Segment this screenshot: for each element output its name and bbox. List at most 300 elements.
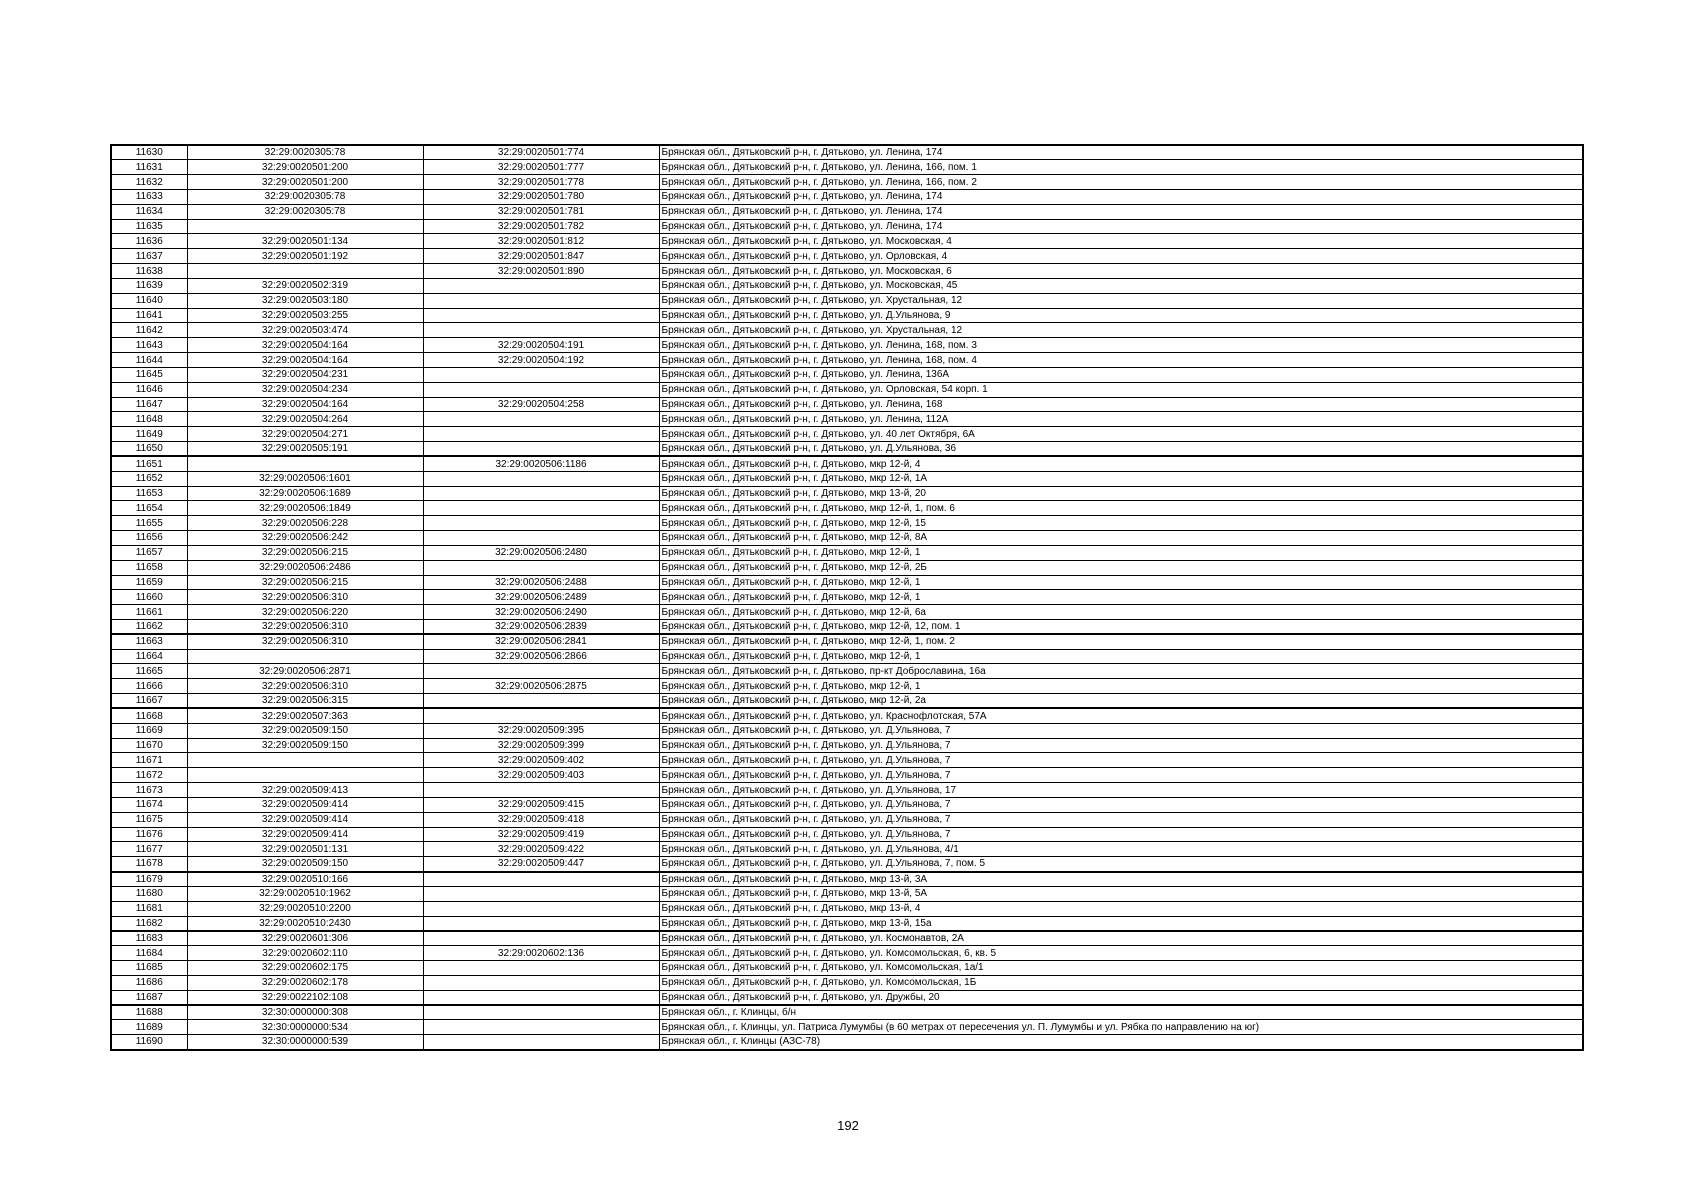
- table-row: [111, 901, 1583, 916]
- table-row: [111, 827, 1583, 842]
- table-row: [111, 516, 1583, 531]
- row-number-cell: 11646: [111, 382, 187, 397]
- parcel-number-cell: 32:29:0020510:2200: [187, 901, 423, 916]
- parcel-number-cell: 32:29:0020501:192: [187, 249, 423, 264]
- row-number-cell: 11689: [111, 1020, 187, 1035]
- table-row: [111, 234, 1583, 249]
- object-number-cell: [423, 708, 659, 723]
- parcel-number-cell: 32:29:0020503:255: [187, 308, 423, 323]
- row-number-cell: 11636: [111, 234, 187, 249]
- parcel-number-cell: 32:29:0020305:78: [187, 145, 423, 160]
- address-cell: Брянская обл., Дятьковский р-н, г. Дятьково, ул. Московская, 45: [659, 278, 1583, 293]
- object-number-cell: [423, 501, 659, 516]
- registry-table-body: [111, 145, 1583, 1050]
- address-cell: Брянская обл., Дятьковский р-н, г. Дятьково, ул. Д.Ульянова, 7: [659, 723, 1583, 738]
- address-cell: Брянская обл., Дятьковский р-н, г. Дятьково, мкр 12-й, 8А: [659, 531, 1583, 546]
- row-number-cell: 11670: [111, 738, 187, 753]
- parcel-number-cell: 32:29:0020506:310: [187, 620, 423, 635]
- parcel-number-cell: 32:30:0000000:539: [187, 1035, 423, 1050]
- row-number-cell: 11678: [111, 857, 187, 872]
- table-row: [111, 501, 1583, 516]
- parcel-number-cell: 32:29:0020602:178: [187, 975, 423, 990]
- parcel-number-cell: 32:29:0020509:413: [187, 783, 423, 798]
- table-row: [111, 590, 1583, 605]
- table-row: [111, 367, 1583, 382]
- parcel-number-cell: 32:29:0020506:2486: [187, 560, 423, 575]
- object-number-cell: 32:29:0020501:781: [423, 204, 659, 219]
- parcel-number-cell: [187, 753, 423, 768]
- address-cell: Брянская обл., Дятьковский р-н, г. Дятьково, мкр 13-й, 5А: [659, 886, 1583, 901]
- row-number-cell: 11677: [111, 842, 187, 857]
- address-cell: Брянская обл., Дятьковский р-н, г. Дятьково, мкр 12-й, 12, пом. 1: [659, 620, 1583, 635]
- parcel-number-cell: 32:29:0020503:180: [187, 293, 423, 308]
- table-row: [111, 175, 1583, 190]
- parcel-number-cell: 32:29:0020506:310: [187, 634, 423, 649]
- table-row: [111, 694, 1583, 709]
- table-row: [111, 486, 1583, 501]
- address-cell: Брянская обл., Дятьковский р-н, г. Дятьково, мкр 13-й, 15а: [659, 916, 1583, 931]
- row-number-cell: 11666: [111, 679, 187, 694]
- table-row: [111, 531, 1583, 546]
- object-number-cell: [423, 323, 659, 338]
- address-cell: Брянская обл., Дятьковский р-н, г. Дятьково, ул. Д.Ульянова, 7: [659, 738, 1583, 753]
- row-number-cell: 11641: [111, 308, 187, 323]
- parcel-number-cell: 32:29:0020506:2871: [187, 664, 423, 679]
- row-number-cell: 11640: [111, 293, 187, 308]
- object-number-cell: [423, 1035, 659, 1050]
- object-number-cell: 32:29:0020509:418: [423, 812, 659, 827]
- object-number-cell: [423, 293, 659, 308]
- table-row: [111, 382, 1583, 397]
- table-row: [111, 990, 1583, 1005]
- address-cell: Брянская обл., Дятьковский р-н, г. Дятьково, ул. Д.Ульянова, 17: [659, 783, 1583, 798]
- table-row: [111, 145, 1583, 160]
- parcel-number-cell: 32:29:0020501:131: [187, 842, 423, 857]
- object-number-cell: 32:29:0020506:2480: [423, 545, 659, 560]
- address-cell: Брянская обл., Дятьковский р-н, г. Дятьково, мкр 12-й, 15: [659, 516, 1583, 531]
- address-cell: Брянская обл., Дятьковский р-н, г. Дятьково, пр-кт Доброславина, 16а: [659, 664, 1583, 679]
- row-number-cell: 11664: [111, 649, 187, 664]
- object-number-cell: [423, 694, 659, 709]
- object-number-cell: 32:29:0020501:780: [423, 189, 659, 204]
- row-number-cell: 11654: [111, 501, 187, 516]
- table-row: [111, 249, 1583, 264]
- parcel-number-cell: [187, 219, 423, 234]
- object-number-cell: 32:29:0020501:847: [423, 249, 659, 264]
- address-cell: Брянская обл., Дятьковский р-н, г. Дятьково, ул. Краснофлотская, 57А: [659, 708, 1583, 723]
- object-number-cell: [423, 382, 659, 397]
- row-number-cell: 11656: [111, 531, 187, 546]
- table-row: [111, 412, 1583, 427]
- row-number-cell: 11686: [111, 975, 187, 990]
- table-row: [111, 264, 1583, 279]
- address-cell: Брянская обл., г. Клинцы, б/н: [659, 1005, 1583, 1020]
- object-number-cell: 32:29:0020509:422: [423, 842, 659, 857]
- address-cell: Брянская обл., Дятьковский р-н, г. Дятьково, ул. Д.Ульянова, 9: [659, 308, 1583, 323]
- parcel-number-cell: 32:29:0020305:78: [187, 204, 423, 219]
- address-cell: Брянская обл., Дятьковский р-н, г. Дятьково, ул. Орловская, 54 корп. 1: [659, 382, 1583, 397]
- row-number-cell: 11683: [111, 931, 187, 946]
- address-cell: Брянская обл., Дятьковский р-н, г. Дятьково, ул. Ленина, 168: [659, 397, 1583, 412]
- parcel-number-cell: 32:29:0020501:134: [187, 234, 423, 249]
- address-cell: Брянская обл., Дятьковский р-н, г. Дятьково, ул. Ленина, 168, пом. 4: [659, 353, 1583, 368]
- object-number-cell: 32:29:0020509:447: [423, 857, 659, 872]
- table-row: [111, 946, 1583, 961]
- row-number-cell: 11631: [111, 160, 187, 175]
- parcel-number-cell: 32:29:0020509:150: [187, 723, 423, 738]
- parcel-number-cell: 32:29:0020504:231: [187, 367, 423, 382]
- table-row: [111, 723, 1583, 738]
- table-row: [111, 278, 1583, 293]
- row-number-cell: 11657: [111, 545, 187, 560]
- parcel-number-cell: 32:29:0020510:1962: [187, 886, 423, 901]
- table-row: [111, 338, 1583, 353]
- address-cell: Брянская обл., Дятьковский р-н, г. Дятьково, ул. Д.Ульянова, 7: [659, 753, 1583, 768]
- row-number-cell: 11651: [111, 456, 187, 471]
- address-cell: Брянская обл., Дятьковский р-н, г. Дятьково, ул. Дружбы, 20: [659, 990, 1583, 1005]
- parcel-number-cell: 32:29:0020506:310: [187, 590, 423, 605]
- parcel-number-cell: 32:29:0020505:191: [187, 442, 423, 457]
- address-cell: Брянская обл., г. Клинцы, ул. Патриса Лумумбы (в 60 метрах от пересечения ул. П. Лумумбы и ул. Рябка по направлению на юг): [659, 1020, 1583, 1035]
- object-number-cell: 32:29:0020506:2841: [423, 634, 659, 649]
- table-row: [111, 620, 1583, 635]
- row-number-cell: 11680: [111, 886, 187, 901]
- object-number-cell: 32:29:0020501:777: [423, 160, 659, 175]
- object-number-cell: [423, 471, 659, 486]
- address-cell: Брянская обл., Дятьковский р-н, г. Дятьково, ул. Хрустальная, 12: [659, 293, 1583, 308]
- object-number-cell: [423, 531, 659, 546]
- object-number-cell: 32:29:0020509:415: [423, 797, 659, 812]
- row-number-cell: 11682: [111, 916, 187, 931]
- table-row: [111, 797, 1583, 812]
- row-number-cell: 11639: [111, 278, 187, 293]
- table-row: [111, 783, 1583, 798]
- table-row: [111, 975, 1583, 990]
- table-row: [111, 857, 1583, 872]
- table-row: [111, 204, 1583, 219]
- row-number-cell: 11647: [111, 397, 187, 412]
- address-cell: Брянская обл., Дятьковский р-н, г. Дятьково, мкр 13-й, 4: [659, 901, 1583, 916]
- table-row: [111, 679, 1583, 694]
- object-number-cell: 32:29:0020509:395: [423, 723, 659, 738]
- object-number-cell: [423, 961, 659, 976]
- table-row: [111, 886, 1583, 901]
- address-cell: Брянская обл., Дятьковский р-н, г. Дятьково, ул. Д.Ульянова, 7, пом. 5: [659, 857, 1583, 872]
- object-number-cell: 32:29:0020504:192: [423, 353, 659, 368]
- table-row: [111, 323, 1583, 338]
- table-row: [111, 189, 1583, 204]
- parcel-number-cell: 32:29:0020506:215: [187, 575, 423, 590]
- row-number-cell: 11673: [111, 783, 187, 798]
- object-number-cell: [423, 442, 659, 457]
- parcel-number-cell: 32:29:0020506:228: [187, 516, 423, 531]
- address-cell: Брянская обл., Дятьковский р-н, г. Дятьково, ул. Комсомольская, 6, кв. 5: [659, 946, 1583, 961]
- row-number-cell: 11669: [111, 723, 187, 738]
- parcel-number-cell: 32:29:0022102:108: [187, 990, 423, 1005]
- parcel-number-cell: 32:29:0020509:414: [187, 812, 423, 827]
- object-number-cell: 32:29:0020501:890: [423, 264, 659, 279]
- parcel-number-cell: 32:29:0020602:175: [187, 961, 423, 976]
- address-cell: Брянская обл., Дятьковский р-н, г. Дятьково, ул. Ленина, 174: [659, 219, 1583, 234]
- object-number-cell: 32:29:0020506:2489: [423, 590, 659, 605]
- object-number-cell: [423, 872, 659, 887]
- parcel-number-cell: 32:29:0020509:150: [187, 738, 423, 753]
- table-row: [111, 293, 1583, 308]
- parcel-number-cell: 32:29:0020504:234: [187, 382, 423, 397]
- table-row: [111, 605, 1583, 620]
- object-number-cell: [423, 412, 659, 427]
- row-number-cell: 11630: [111, 145, 187, 160]
- object-number-cell: 32:29:0020506:2875: [423, 679, 659, 694]
- row-number-cell: 11690: [111, 1035, 187, 1050]
- object-number-cell: 32:29:0020504:191: [423, 338, 659, 353]
- address-cell: Брянская обл., Дятьковский р-н, г. Дятьково, мкр 12-й, 1: [659, 545, 1583, 560]
- row-number-cell: 11635: [111, 219, 187, 234]
- table-row: [111, 916, 1583, 931]
- parcel-number-cell: 32:29:0020506:242: [187, 531, 423, 546]
- address-cell: Брянская обл., Дятьковский р-н, г. Дятьково, ул. Комсомольская, 1а/1: [659, 961, 1583, 976]
- address-cell: Брянская обл., Дятьковский р-н, г. Дятьково, ул. Ленина, 166, пом. 2: [659, 175, 1583, 190]
- address-cell: Брянская обл., Дятьковский р-н, г. Дятьково, мкр 13-й, 3А: [659, 872, 1583, 887]
- address-cell: Брянская обл., Дятьковский р-н, г. Дятьково, ул. Орловская, 4: [659, 249, 1583, 264]
- parcel-number-cell: 32:30:0000000:308: [187, 1005, 423, 1020]
- parcel-number-cell: 32:29:0020506:220: [187, 605, 423, 620]
- table-row: [111, 545, 1583, 560]
- address-cell: Брянская обл., Дятьковский р-н, г. Дятьково, ул. Д.Ульянова, 7: [659, 768, 1583, 783]
- row-number-cell: 11665: [111, 664, 187, 679]
- table-row: [111, 649, 1583, 664]
- object-number-cell: [423, 516, 659, 531]
- row-number-cell: 11653: [111, 486, 187, 501]
- parcel-number-cell: 32:29:0020502:319: [187, 278, 423, 293]
- parcel-number-cell: 32:29:0020506:310: [187, 679, 423, 694]
- row-number-cell: 11685: [111, 961, 187, 976]
- address-cell: Брянская обл., Дятьковский р-н, г. Дятьково, мкр 12-й, 1: [659, 679, 1583, 694]
- object-number-cell: [423, 1005, 659, 1020]
- row-number-cell: 11637: [111, 249, 187, 264]
- address-cell: Брянская обл., Дятьковский р-н, г. Дятьково, мкр 12-й, 2а: [659, 694, 1583, 709]
- address-cell: Брянская обл., г. Клинцы (АЗС-78): [659, 1035, 1583, 1050]
- parcel-number-cell: [187, 456, 423, 471]
- address-cell: Брянская обл., Дятьковский р-н, г. Дятьково, мкр 12-й, 4: [659, 456, 1583, 471]
- parcel-number-cell: 32:29:0020506:1689: [187, 486, 423, 501]
- object-number-cell: 32:29:0020501:774: [423, 145, 659, 160]
- table-row: [111, 931, 1583, 946]
- address-cell: Брянская обл., Дятьковский р-н, г. Дятьково, ул. Д.Ульянова, 7: [659, 797, 1583, 812]
- table-row: [111, 471, 1583, 486]
- parcel-number-cell: 32:29:0020602:110: [187, 946, 423, 961]
- address-cell: Брянская обл., Дятьковский р-н, г. Дятьково, мкр 12-й, 1, пом. 2: [659, 634, 1583, 649]
- object-number-cell: 32:29:0020501:778: [423, 175, 659, 190]
- address-cell: Брянская обл., Дятьковский р-н, г. Дятьково, ул. Д.Ульянова, 4/1: [659, 842, 1583, 857]
- parcel-number-cell: 32:29:0020506:315: [187, 694, 423, 709]
- table-row: [111, 160, 1583, 175]
- parcel-number-cell: 32:29:0020601:306: [187, 931, 423, 946]
- table-row: [111, 664, 1583, 679]
- address-cell: Брянская обл., Дятьковский р-н, г. Дятьково, ул. Московская, 6: [659, 264, 1583, 279]
- object-number-cell: 32:29:0020506:2488: [423, 575, 659, 590]
- address-cell: Брянская обл., Дятьковский р-н, г. Дятьково, мкр 12-й, 1: [659, 575, 1583, 590]
- object-number-cell: [423, 664, 659, 679]
- parcel-number-cell: 32:29:0020501:200: [187, 175, 423, 190]
- table-row: [111, 575, 1583, 590]
- row-number-cell: 11638: [111, 264, 187, 279]
- address-cell: Брянская обл., Дятьковский р-н, г. Дятьково, мкр 12-й, 6а: [659, 605, 1583, 620]
- parcel-number-cell: 32:29:0020504:164: [187, 353, 423, 368]
- table-row: [111, 634, 1583, 649]
- table-row: [111, 219, 1583, 234]
- parcel-number-cell: 32:29:0020504:271: [187, 427, 423, 442]
- row-number-cell: 11642: [111, 323, 187, 338]
- table-row: [111, 961, 1583, 976]
- row-number-cell: 11649: [111, 427, 187, 442]
- table-row: [111, 842, 1583, 857]
- parcel-number-cell: 32:29:0020305:78: [187, 189, 423, 204]
- parcel-number-cell: 32:29:0020506:1601: [187, 471, 423, 486]
- table-row: [111, 427, 1583, 442]
- page-number: 192: [837, 1118, 859, 1133]
- parcel-number-cell: [187, 264, 423, 279]
- table-row: [111, 812, 1583, 827]
- parcel-number-cell: 32:29:0020504:264: [187, 412, 423, 427]
- parcel-number-cell: [187, 649, 423, 664]
- object-number-cell: 32:29:0020506:1186: [423, 456, 659, 471]
- object-number-cell: [423, 367, 659, 382]
- address-cell: Брянская обл., Дятьковский р-н, г. Дятьково, ул. Ленина, 174: [659, 204, 1583, 219]
- row-number-cell: 11684: [111, 946, 187, 961]
- parcel-number-cell: 32:29:0020504:164: [187, 397, 423, 412]
- address-cell: Брянская обл., Дятьковский р-н, г. Дятьково, ул. Ленина, 174: [659, 145, 1583, 160]
- parcel-number-cell: 32:30:0000000:534: [187, 1020, 423, 1035]
- object-number-cell: 32:29:0020602:136: [423, 946, 659, 961]
- parcel-number-cell: 32:29:0020510:2430: [187, 916, 423, 931]
- row-number-cell: 11671: [111, 753, 187, 768]
- row-number-cell: 11659: [111, 575, 187, 590]
- object-number-cell: 32:29:0020506:2490: [423, 605, 659, 620]
- object-number-cell: 32:29:0020506:2866: [423, 649, 659, 664]
- parcel-number-cell: 32:29:0020509:414: [187, 797, 423, 812]
- row-number-cell: 11644: [111, 353, 187, 368]
- object-number-cell: 32:29:0020501:782: [423, 219, 659, 234]
- object-number-cell: [423, 990, 659, 1005]
- parcel-number-cell: 32:29:0020509:414: [187, 827, 423, 842]
- table-row: [111, 708, 1583, 723]
- parcel-number-cell: 32:29:0020507:363: [187, 708, 423, 723]
- object-number-cell: [423, 1020, 659, 1035]
- address-cell: Брянская обл., Дятьковский р-н, г. Дятьково, ул. Д.Ульянова, 36: [659, 442, 1583, 457]
- row-number-cell: 11688: [111, 1005, 187, 1020]
- parcel-number-cell: 32:29:0020510:166: [187, 872, 423, 887]
- address-cell: Брянская обл., Дятьковский р-н, г. Дятьково, ул. 40 лет Октября, 6А: [659, 427, 1583, 442]
- row-number-cell: 11679: [111, 872, 187, 887]
- row-number-cell: 11660: [111, 590, 187, 605]
- registry-table: [110, 144, 1584, 1051]
- address-cell: Брянская обл., Дятьковский р-н, г. Дятьково, ул. Ленина, 168, пом. 3: [659, 338, 1583, 353]
- table-row: [111, 1035, 1583, 1050]
- address-cell: Брянская обл., Дятьковский р-н, г. Дятьково, мкр 12-й, 1А: [659, 471, 1583, 486]
- table-row: [111, 768, 1583, 783]
- parcel-number-cell: 32:29:0020509:150: [187, 857, 423, 872]
- row-number-cell: 11674: [111, 797, 187, 812]
- object-number-cell: 32:29:0020509:399: [423, 738, 659, 753]
- table-row: [111, 456, 1583, 471]
- row-number-cell: 11687: [111, 990, 187, 1005]
- object-number-cell: [423, 783, 659, 798]
- address-cell: Брянская обл., Дятьковский р-н, г. Дятьково, ул. Д.Ульянова, 7: [659, 812, 1583, 827]
- parcel-number-cell: 32:29:0020503:474: [187, 323, 423, 338]
- table-row: [111, 738, 1583, 753]
- row-number-cell: 11661: [111, 605, 187, 620]
- row-number-cell: 11675: [111, 812, 187, 827]
- table-row: [111, 753, 1583, 768]
- row-number-cell: 11662: [111, 620, 187, 635]
- address-cell: Брянская обл., Дятьковский р-н, г. Дятьково, ул. Д.Ульянова, 7: [659, 827, 1583, 842]
- row-number-cell: 11663: [111, 634, 187, 649]
- parcel-number-cell: 32:29:0020501:200: [187, 160, 423, 175]
- row-number-cell: 11634: [111, 204, 187, 219]
- object-number-cell: [423, 278, 659, 293]
- table-row: [111, 1005, 1583, 1020]
- address-cell: Брянская обл., Дятьковский р-н, г. Дятьково, мкр 12-й, 1: [659, 649, 1583, 664]
- address-cell: Брянская обл., Дятьковский р-н, г. Дятьково, мкр 13-й, 20: [659, 486, 1583, 501]
- object-number-cell: 32:29:0020506:2839: [423, 620, 659, 635]
- parcel-number-cell: [187, 768, 423, 783]
- object-number-cell: 32:29:0020509:419: [423, 827, 659, 842]
- table-row: [111, 560, 1583, 575]
- row-number-cell: 11658: [111, 560, 187, 575]
- row-number-cell: 11655: [111, 516, 187, 531]
- address-cell: Брянская обл., Дятьковский р-н, г. Дятьково, мкр 12-й, 2Б: [659, 560, 1583, 575]
- address-cell: Брянская обл., Дятьковский р-н, г. Дятьково, мкр 12-й, 1: [659, 590, 1583, 605]
- table-row: [111, 1020, 1583, 1035]
- parcel-number-cell: 32:29:0020506:1849: [187, 501, 423, 516]
- address-cell: Брянская обл., Дятьковский р-н, г. Дятьково, ул. Ленина, 112А: [659, 412, 1583, 427]
- object-number-cell: 32:29:0020509:403: [423, 768, 659, 783]
- row-number-cell: 11672: [111, 768, 187, 783]
- table-row: [111, 353, 1583, 368]
- row-number-cell: 11650: [111, 442, 187, 457]
- row-number-cell: 11632: [111, 175, 187, 190]
- object-number-cell: [423, 916, 659, 931]
- table-row: [111, 872, 1583, 887]
- object-number-cell: [423, 901, 659, 916]
- table-row: [111, 397, 1583, 412]
- row-number-cell: 11652: [111, 471, 187, 486]
- row-number-cell: 11668: [111, 708, 187, 723]
- row-number-cell: 11633: [111, 189, 187, 204]
- row-number-cell: 11667: [111, 694, 187, 709]
- object-number-cell: [423, 975, 659, 990]
- address-cell: Брянская обл., Дятьковский р-н, г. Дятьково, ул. Московская, 4: [659, 234, 1583, 249]
- address-cell: Брянская обл., Дятьковский р-н, г. Дятьково, ул. Хрустальная, 12: [659, 323, 1583, 338]
- object-number-cell: [423, 486, 659, 501]
- address-cell: Брянская обл., Дятьковский р-н, г. Дятьково, мкр 12-й, 1, пом. 6: [659, 501, 1583, 516]
- row-number-cell: 11645: [111, 367, 187, 382]
- parcel-number-cell: 32:29:0020504:164: [187, 338, 423, 353]
- object-number-cell: [423, 308, 659, 323]
- object-number-cell: 32:29:0020501:812: [423, 234, 659, 249]
- parcel-number-cell: 32:29:0020506:215: [187, 545, 423, 560]
- address-cell: Брянская обл., Дятьковский р-н, г. Дятьково, ул. Ленина, 174: [659, 189, 1583, 204]
- object-number-cell: 32:29:0020504:258: [423, 397, 659, 412]
- object-number-cell: [423, 560, 659, 575]
- address-cell: Брянская обл., Дятьковский р-н, г. Дятьково, ул. Комсомольская, 1Б: [659, 975, 1583, 990]
- row-number-cell: 11676: [111, 827, 187, 842]
- address-cell: Брянская обл., Дятьковский р-н, г. Дятьково, ул. Космонавтов, 2А: [659, 931, 1583, 946]
- address-cell: Брянская обл., Дятьковский р-н, г. Дятьково, ул. Ленина, 166, пом. 1: [659, 160, 1583, 175]
- object-number-cell: [423, 931, 659, 946]
- table-row: [111, 442, 1583, 457]
